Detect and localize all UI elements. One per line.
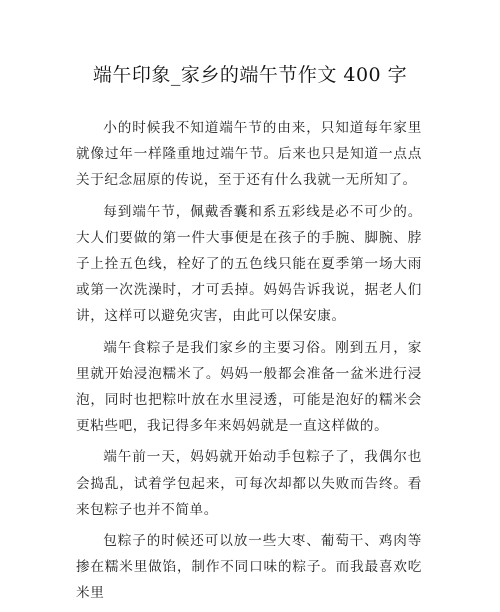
paragraph: 包粽子的时候还可以放一些大枣、葡萄干、鸡肉等掺在糯米里做馅，制作不同口味的粽子。而我最喜欢吃米里 (76, 533, 422, 602)
paragraph: 小的时候我不知道端午节的由来，只知道每年家里就像过年一样隆重地过端午节。后来也只是知道一点点关于纪念屈原的传说，至于还有什么我就一无所知了。 (76, 120, 422, 189)
document-title: 端午印象_家乡的端午节作文 400 字 (92, 64, 408, 86)
paragraph: 端午食粽子是我们家乡的主要习俗。刚到五月，家里就开始浸泡糯米了。妈妈一般都会准备一盆米进行浸泡，同时也把粽叶放在水里浸透，可能是泡好的糯米会更粘些吧，我记得多年来妈妈就是一直这样做的。 (76, 339, 422, 435)
paragraph: 每到端午节，佩戴香囊和系五彩线是必不可少的。大人们要做的第一件大事便是在孩子的手腕、脚腕、脖子上拴五色线，栓好了的五色线只能在夏季第一场大雨或第一次洗澡时，才可丢掉。妈妈告诉我说，据老人们讲，这样可以避免灾害，由此可以保安康。 (76, 203, 422, 325)
document-body (76, 115, 422, 612)
paragraph: 端午前一天，妈妈就开始动手包粽子了，我偶尔也会捣乱，试着学包起来，可每次却都以失败而告终。看来包粽子也并不简单。 (76, 449, 422, 518)
